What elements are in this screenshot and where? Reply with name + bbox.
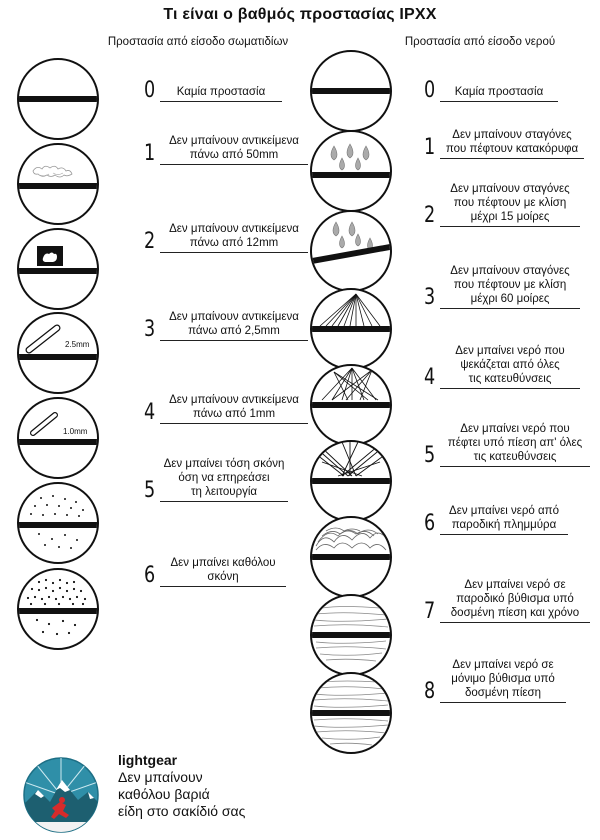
- particles-heading: Προστασία από είσοδο σωματιδίων: [107, 36, 289, 48]
- level-number: 3: [144, 317, 156, 342]
- level-description: Δεν μπαίνει νερό από παροδική πλημμύρα: [440, 504, 568, 535]
- particle-level-1-icon: [17, 143, 99, 225]
- brand-name: lightgear: [118, 752, 178, 768]
- level-number: 8: [424, 679, 436, 704]
- water-level-2-icon: [310, 210, 392, 292]
- water-level-7: [424, 578, 590, 623]
- level-number: 1: [424, 135, 436, 160]
- level-number: 5: [144, 478, 156, 503]
- particle-level-2-icon: [17, 228, 99, 310]
- water-level-5-icon: [310, 440, 392, 522]
- particle-level-2: [144, 222, 308, 253]
- water-level-5: [424, 422, 590, 467]
- water-heading: Προστασία από είσοδο νερού: [404, 36, 556, 48]
- particle-level-5: [144, 457, 288, 502]
- water-level-8-icon: [310, 672, 392, 754]
- level-description: Δεν μπαίνουν σταγόνες που πέφτουν με κλίση μέχρι 15 μοίρες: [440, 182, 580, 227]
- particle-level-6: [144, 556, 286, 587]
- level-description: Δεν μπαίνει νερό που ψεκάζεται από όλες τις κατευθύνσεις: [440, 344, 580, 389]
- page-title: Τι είναι ο βαθμός προστασίας IPXX: [163, 6, 437, 23]
- particle-level-3-icon: [17, 312, 99, 394]
- water-level-0: [424, 80, 558, 102]
- water-level-7-icon: [310, 594, 392, 676]
- water-level-0-icon: [310, 50, 392, 132]
- particle-level-6-icon: [17, 568, 99, 650]
- brand-block: [118, 752, 245, 820]
- level-description: Δεν μπαίνουν αντικείμενα πάνω από 2,5mm: [160, 310, 308, 341]
- level-number: 0: [144, 78, 156, 103]
- brand-tagline-line-1: Δεν μπαίνουν: [118, 769, 203, 785]
- water-level-6-icon: [310, 516, 392, 598]
- brand-tagline-line-3: είδη στο σακίδιό σας: [118, 803, 246, 819]
- particle-level-0-icon: [17, 58, 99, 140]
- level-number: 2: [424, 203, 436, 228]
- water-level-3: [424, 264, 580, 309]
- level-description: Δεν μπαίνει καθόλου σκόνη: [160, 556, 286, 587]
- wire-4-label: 1.0mm: [63, 427, 88, 436]
- level-number: 0: [424, 78, 436, 103]
- level-number: 4: [144, 400, 156, 425]
- level-description: Δεν μπαίνει νερό σε παροδικό βύθισμα υπό δοσμένη πίεση και χρόνο: [440, 578, 590, 623]
- level-number: 5: [424, 443, 436, 468]
- level-description: Καμία προστασία: [440, 85, 558, 102]
- level-number: 4: [424, 365, 436, 390]
- level-description: Δεν μπαίνουν σταγόνες που πέφτουν με κλίση μέχρι 60 μοίρες: [440, 264, 580, 309]
- particle-level-4: [144, 393, 308, 424]
- level-description: Καμία προστασία: [160, 85, 282, 102]
- water-level-2: [424, 182, 580, 227]
- level-description: Δεν μπαίνει νερό που πέφτει υπό πίεση απ' όλες τις κατευθύνσεις: [440, 422, 590, 467]
- water-level-6: [424, 504, 568, 535]
- level-number: 6: [424, 511, 436, 536]
- level-number: 1: [144, 141, 156, 166]
- level-description: Δεν μπαίνουν αντικείμενα πάνω από 50mm: [160, 134, 308, 165]
- particle-level-4-icon: [17, 397, 99, 479]
- water-level-4: [424, 344, 580, 389]
- level-number: 7: [424, 599, 436, 624]
- level-description: Δεν μπαίνουν αντικείμενα πάνω από 12mm: [160, 222, 308, 253]
- level-description: Δεν μπαίνει τόση σκόνη όση να επηρεάσει τη λειτουργία: [160, 457, 288, 502]
- particle-level-3: [144, 310, 308, 341]
- level-description: Δεν μπαίνουν σταγόνες που πέφτουν κατακόρυφα: [440, 128, 584, 159]
- water-level-4-icon: [310, 364, 392, 446]
- level-number: 6: [144, 563, 156, 588]
- particle-level-0: [144, 80, 282, 102]
- level-number: 2: [144, 229, 156, 254]
- water-level-1: [424, 128, 584, 159]
- water-level-3-icon: [310, 288, 392, 370]
- wire-3-label: 2.5mm: [65, 340, 90, 349]
- water-level-1-icon: [310, 130, 392, 212]
- brand-tagline-line-2: καθόλου βαριά: [118, 786, 210, 802]
- water-level-8: [424, 658, 566, 703]
- level-description: Δεν μπαίνει νερό σε μόνιμο βύθισμα υπό δοσμένη πίεση: [440, 658, 566, 703]
- level-number: 3: [424, 285, 436, 310]
- level-description: Δεν μπαίνουν αντικείμενα πάνω από 1mm: [160, 393, 308, 424]
- particle-level-1: [144, 134, 308, 165]
- lightgear-logo-icon: [22, 756, 100, 834]
- particle-level-5-icon: [17, 482, 99, 564]
